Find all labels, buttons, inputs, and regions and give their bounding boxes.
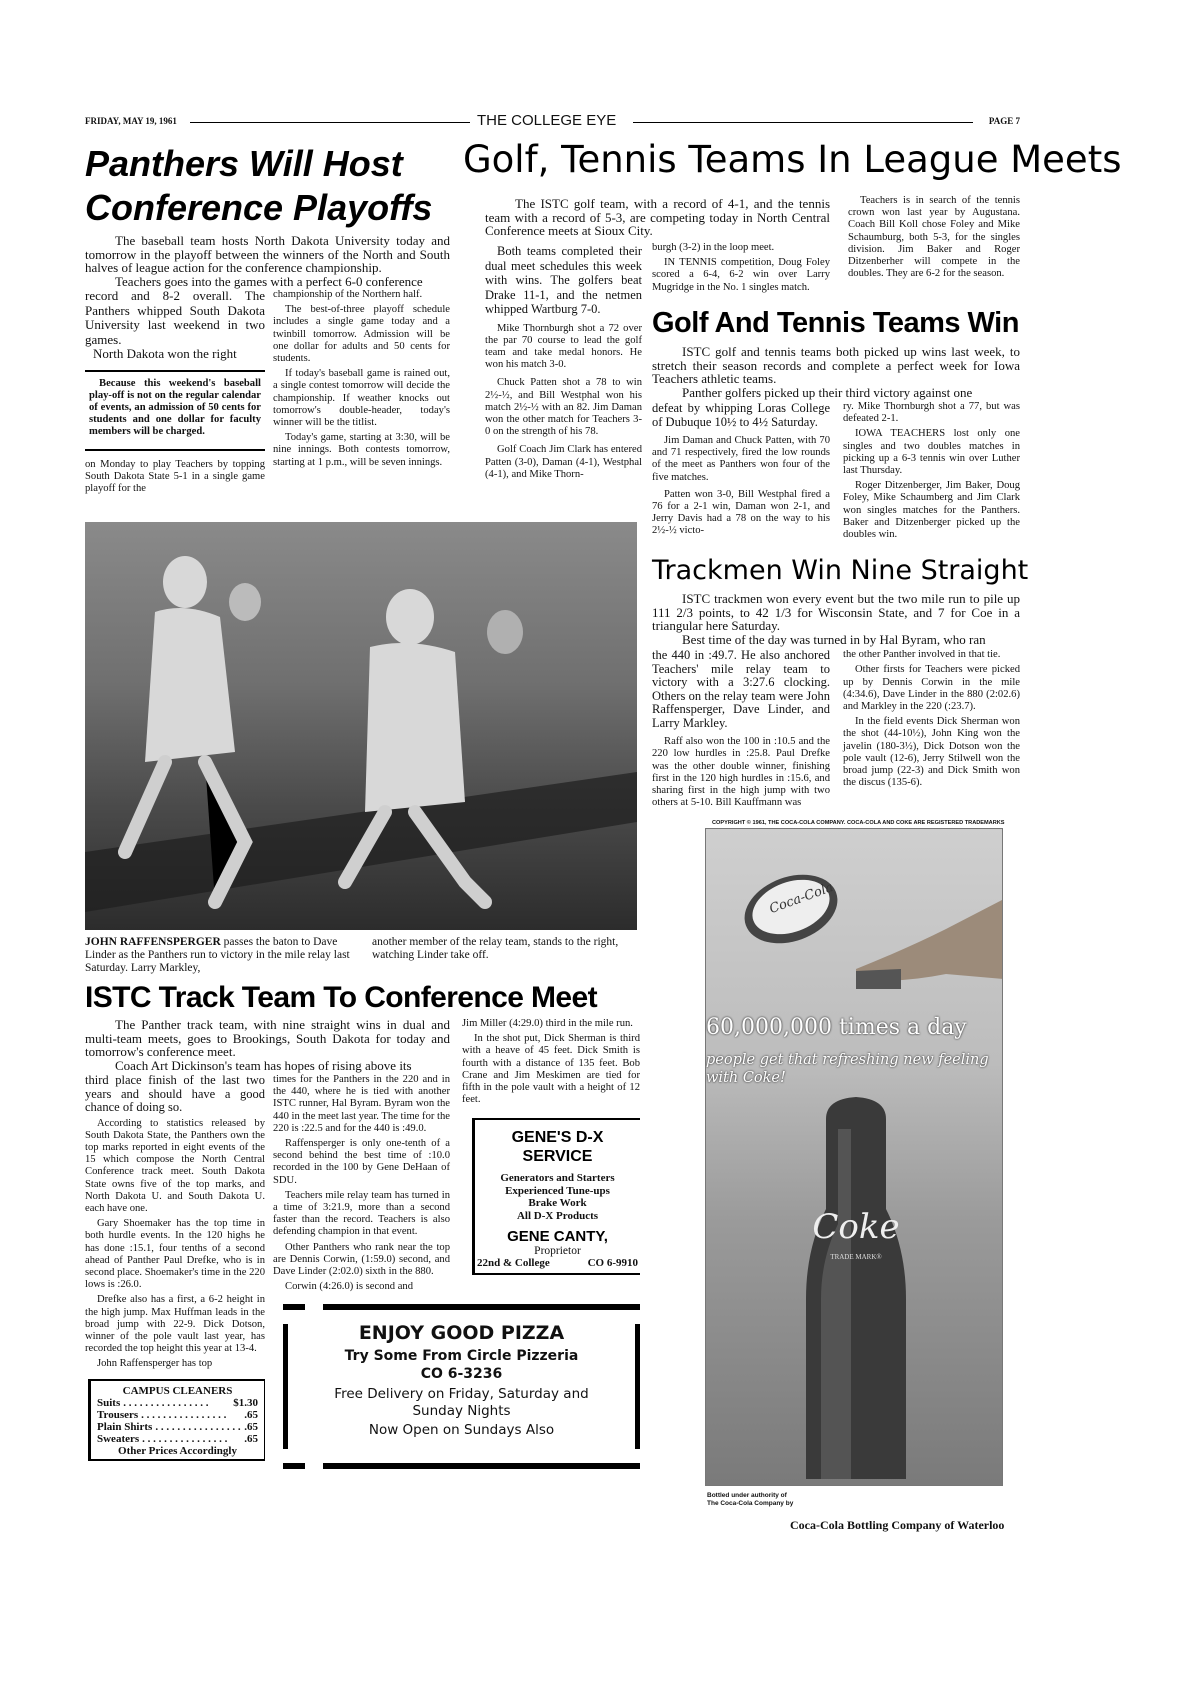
page-number: PAGE 7 [988,116,1020,126]
paragraph: record and 8-2 overall. The Panthers whipped South Dakota University last weekend in two games. [85,288,265,347]
trackmen-col1 [652,649,830,812]
notice-text: Because this weekend's baseball play-off is not on the regular calendar of events, an admission of 50 cents for students and one dollar for faculty members will be charged. [89,377,261,438]
golf-win-intro [652,345,1020,399]
paragraph: In the field events Dick Sherman won the shot (44-10½), John King won the javelin (180-3½), Dick Dotson won the pole vault (12-6), Jerry Stilwell won the broad jump (22-3) and Dick Smith won the discus (135-6). [843,716,1020,789]
item-price: .65 [244,1432,258,1445]
issue-date: FRIDAY, MAY 19, 1961 [85,116,177,126]
headline-line: Panthers Will Host [85,143,403,184]
track-meet-col2 [273,1074,450,1296]
item-price: $1.30 [233,1396,258,1409]
paragraph: Both teams completed their dual meet schedules this week with wins. The golfers beat Drake 11-1, and the netmen whipped Wartburg 7-0. [485,244,642,316]
paragraph: According to statistics released by South Dakota State, the Panthers own the top marks reported in eight events of the 15 which compose the North Central Conference track meet. South Dakota State owns five of the top marks, and North Dakota U. and South Dakota U. each have one. [85,1117,265,1214]
coke-copyright: COPYRIGHT © 1961, THE COCA-COLA COMPANY. COCA-COLA AND COKE ARE REGISTERED TRADEMARKS [712,820,1005,827]
coke-bottler: Coca-Cola Bottling Company of Waterloo [790,1518,1005,1533]
dx-service-ad [472,1118,640,1275]
price-row [97,1433,258,1445]
golf-meets-col2 [652,242,830,297]
track-meet-col3-stack [462,1018,640,1275]
ad-border [283,1304,305,1310]
campus-cleaners-ad [88,1379,265,1461]
ad-title: GENE'S D-X [511,1129,604,1147]
paragraph: third place finish of the last two years and should have a good chance of doing so. [85,1073,265,1114]
item-price: .65 [244,1420,258,1433]
bottled-line: The Coca-Cola Company by [707,1500,794,1508]
coke-trademark: TRADE MARK® [830,1253,882,1262]
divider [633,122,973,123]
runners-illustration [85,522,637,930]
tagline-line: people get that refreshing new feeling [706,1052,989,1069]
trackmen-intro [652,592,1020,646]
item-price: .65 [244,1408,258,1421]
paragraph: In the shot put, Dick Sherman is third with a heave of 45 feet. Dick Smith is fourth with a distance of 135 feet. Bob Crane and Jim Meskimen are tied for fifth in the pole vault with a height of 12 feet. [462,1033,640,1106]
ad-role: Proprietor [534,1245,581,1258]
paragraph: Jim Miller (4:29.0) third in the mile run. [462,1018,633,1029]
ad-border [283,1463,305,1469]
baseball-article [85,142,450,495]
track-meet-col1 [85,1074,265,1371]
headline-panthers [85,142,450,230]
ad-line: Experienced Tune-ups [505,1184,610,1197]
item-name: Suits [97,1396,121,1409]
paragraph: The baseball team hosts North Dakota University today and tomorrow in the playoff between the winners of the North and South halves of league action for the conference championship. [85,233,450,275]
paragraph: Corwin (4:26.0) is second and [285,1281,413,1293]
paragraph: The ISTC golf team, with a record of 4-1, and the tennis team with a record of 5-3, are competing today in North Central Conference meets at Sioux City. [485,196,830,238]
paragraph: Mike Thornburgh shot a 72 over the par 70 course to lead the golf team and take medal honors. He won his match 3-0. [485,322,642,371]
ad-line: All D-X Products [516,1209,599,1222]
coke-cap-logo: Coca-Cola [767,880,836,918]
headline-golf-tennis-win: Golf And Tennis Teams Win [652,307,1019,339]
ad-phone: CO 6-9910 [587,1257,638,1270]
paragraph: Raffensperger is only one-tenth of a second behind the best time of :10.0 recorded in the 100 by Gene DeHaan of SDU. [273,1138,450,1186]
coke-bottle-label: Coke [812,1207,900,1248]
caption-text: passes the baton to Dave Linder as the Panthers run to victory in the mile relay last Saturday. Larry Markley, [85,936,350,974]
paragraph: IOWA TEACHERS lost only one singles and two doubles matches in picking up a 6-3 tennis win over Luther last Thursday. [843,428,1020,477]
paragraph: Other firsts for Teachers were picked up by Dennis Corwin in the mile (4:34.6), Dave Linder in the 880 (2:02.6) and Markley in the 220 (:23.7). [843,664,1020,713]
paragraph: Teachers mile relay team has turned in a time of 3:21.9, more than a second faster than the record. Teachers is also defending champion in that event. [273,1189,450,1238]
paragraph: Patten won 3-0, Bill Westphal fired a 76 for a 2-1 win, Daman won 2-1, and Jerry Davis had a 78 on the way to his 2½-½ victo- [652,488,830,537]
paragraph: defeat by whipping Loras College of Dubuque 10½ to 4½ Saturday. [652,401,830,429]
price-row [97,1421,258,1433]
ad-border [323,1304,640,1310]
paragraph: Other Panthers who rank near the top are Dennis Corwin, (1:59.0) second, and Dave Linder (2:02.0) sixth in the 880. [273,1241,450,1278]
headline-golf-tennis-meets: Golf, Tennis Teams In League Meets [463,138,1122,181]
item-name: Plain Shirts [97,1420,153,1433]
golf-win-col1 [652,401,830,541]
pizza-ad [283,1304,640,1469]
paragraph: ry. Mike Thornburgh shot a 77, but was defeated 2-1. [843,401,1020,425]
dot-leader: . . . . . . . . . . . . . . . . [155,1420,241,1433]
paragraph: Golf Coach Jim Clark has entered Patten (3-0), Daman (4-1), Westphal (4-1), and Mike Thorn- [485,444,642,480]
paragraph: If today's baseball game is rained out, a single contest tomorrow will decide the championship. If weather knocks out tomorrow's double-header, today's winner will be the titlist. [273,368,450,429]
paragraph: burgh (3-2) in the loop meet. [652,242,775,253]
paragraph: John Raffensperger has top [97,1358,213,1370]
dot-leader: . . . . . . . . . . . . . . . . [141,1408,227,1421]
dot-leader: . . . . . . . . . . . . . . . . [123,1396,209,1409]
headline-line: Conference Playoffs [85,187,433,228]
ad-border [323,1463,640,1469]
paragraph: The best-of-three playoff schedule includes a single game today and a twinbill tomorrow. Admission will be one dollar for adults and 50 cents for students. [273,304,450,365]
golf-meets-col1 [485,244,642,484]
divider [190,122,470,123]
paragraph: championship of the Northern half. [273,289,423,300]
ad-line: Brake Work [528,1197,587,1210]
tagline-line: with Coke! [706,1070,786,1087]
photo-caption-cont: another member of the relay team, stands to the right, watching Linder take off. [372,936,619,961]
caption-lead: JOHN RAFFENSPERGER [85,936,221,948]
ad-line: Free Delivery on Friday, Saturday and [334,1386,589,1402]
item-name: Trousers [97,1408,139,1421]
baseball-col1 [85,289,265,495]
paragraph: the other Panther involved in that tie. [843,649,1001,661]
paragraph: North Dakota won the right [93,346,237,361]
paragraph: The Panther track team, with nine straight wins in dual and multi-team meets, goes to Brookings, South Dakota for today and tomorrow's conference meet. [85,1017,450,1059]
paragraph: times for the Panthers in the 220 and in the 440, where he is tied with another ISTC runner, Hal Byram. Byram won the 440 in the meet last year. The time for the 220 is :22.5 and for the 440 is :49.0. [273,1074,450,1134]
ad-line: Generators and Starters [500,1172,615,1185]
headline-track-meet: ISTC Track Team To Conference Meet [85,981,597,1014]
coke-headline: 60,000,000 times a day [706,1015,967,1041]
paragraph: IN TENNIS competition, Doug Foley scored a 6-4, 6-2 win over Larry Mugridge in the No. 1 singles match. [652,257,830,293]
baseball-intro [85,234,450,288]
item-name: Sweaters [97,1432,140,1445]
golf-win-col2 [843,401,1020,544]
paragraph: Chuck Patten shot a 78 to win 2½-½, and Bill Westphal won his match 2½-½ with an 82. Jim Daman won the other match for Teachers 3-0 on the strength of his 78. [485,377,642,438]
track-meet-col3 [462,1018,640,1106]
paragraph: Teachers is in search of the tennis crown won last year by Augustana. Coach Bill Koll chose Foley and Mike Schaumburg, both 5-3, for the singles division. Jim Baker and Roger Ditzenberher will compete in the doubles. They are 6-2 for the season. [848,195,1020,280]
trackmen-col2 [843,649,1020,792]
paragraph: Jim Daman and Chuck Patten, with 70 and 71 respectively, fired the low rounds of the meet as Panthers won four of the five matches. [652,435,830,483]
golf-meets-intro [485,197,830,238]
ad-line: Try Some From Circle Pizzeria [344,1348,579,1364]
ad-phone: CO 6-3236 [420,1366,503,1382]
paragraph: ISTC trackmen won every event but the two mile run to pile up 111 2/3 points, to 42 1/3 for Wisconsin State, and 7 for Coe in a triangular here Saturday. [652,591,1020,634]
paragraph: Roger Ditzenberger, Jim Baker, Doug Foley, Mike Schaumberg and Jim Clark won singles matches for the Panthers. Baker and Ditzenberger picked up the doubles win. [843,480,1020,541]
paragraph: ISTC golf and tennis teams both picked up wins last week, to stretch their season records and complete a perfect week for Iowa Teachers athletic teams. [652,344,1020,386]
bottled-line: Bottled under authority of [707,1492,787,1500]
paragraph: Raff also won the 100 in :10.5 and the 220 low hurdles in :25.8. Paul Drefke was the other double winner, finishing first in the 120 high hurdles in :15.6, and sharing first in the high jump with two others at 5-10. Bill Kauffmann was [652,736,830,809]
coke-illustration [706,829,1003,1486]
photo-caption [85,936,360,975]
paragraph: Coach Art Dickinson's team has hopes of rising above its [115,1057,412,1073]
paper-name: THE COLLEGE EYE [477,112,617,129]
headline-trackmen: Trackmen Win Nine Straight [652,555,1029,587]
paragraph: on Monday to play Teachers by topping South Dakota State 5-1 in a single game playoff for the [85,458,265,494]
paragraph: Teachers goes into the games with a perfect 6-0 conference [115,273,423,289]
paragraph: Panther golfers picked up their third victory against one [682,384,973,400]
baseball-col2 [273,289,450,472]
ad-line: Now Open on Sundays Also [368,1422,555,1438]
track-meet-col1-stack [85,1074,265,1461]
coke-ad [705,828,1003,1486]
dot-leader: . . . . . . . . . . . . . . . . [142,1432,228,1445]
ad-footer: Other Prices Accordingly [118,1444,237,1457]
golf-meets-col3 [848,195,1020,283]
track-meet-intro [85,1018,450,1072]
paragraph: Gary Shoemaker has the top time in both hurdle events. In the 120 highs he has done :15.1, four tenths of a second ahead of Panther Paul Drefke, who is in second place. Shoemaker's time in the 220 lows is :26.0. [85,1218,265,1291]
paragraph: Drefke also has a first, a 6-2 height in the high jump. Max Huffman leads in the broad jump with 22-9. Dick Dotson, winner of the pole vault last year, has recorded the top height this year at 13-4. [85,1294,265,1355]
admission-notice [85,370,265,451]
masthead [85,114,1020,130]
paragraph: Best time of the day was turned in by Hal Byram, who ran [682,631,986,647]
price-row [97,1409,258,1421]
ad-title: SERVICE [522,1148,593,1166]
coke-bottled-by [707,1492,1020,1508]
paragraph: Today's game, starting at 3:30, will be nine innings. Both contests tomorrow, starting at 1 p.m., will be seven innings. [273,432,450,468]
coke-tagline [706,1051,989,1087]
relay-photo [85,522,637,930]
ad-address: 22nd & College [477,1257,550,1270]
paragraph: the 440 in :49.7. He also anchored Teachers' mile relay team to victory with a 3:27.6 clocking. Others on the relay team were John Raffensperger, Dave Linder, and Larry Markley. [652,648,830,730]
ad-title: ENJOY GOOD PIZZA [358,1322,565,1344]
right-column [652,305,1029,1533]
ad-line: Sunday Nights [412,1403,511,1419]
ad-title: CAMPUS CLEANERS [122,1384,233,1397]
ad-owner: GENE CANTY, [507,1228,608,1246]
price-row [97,1397,258,1409]
